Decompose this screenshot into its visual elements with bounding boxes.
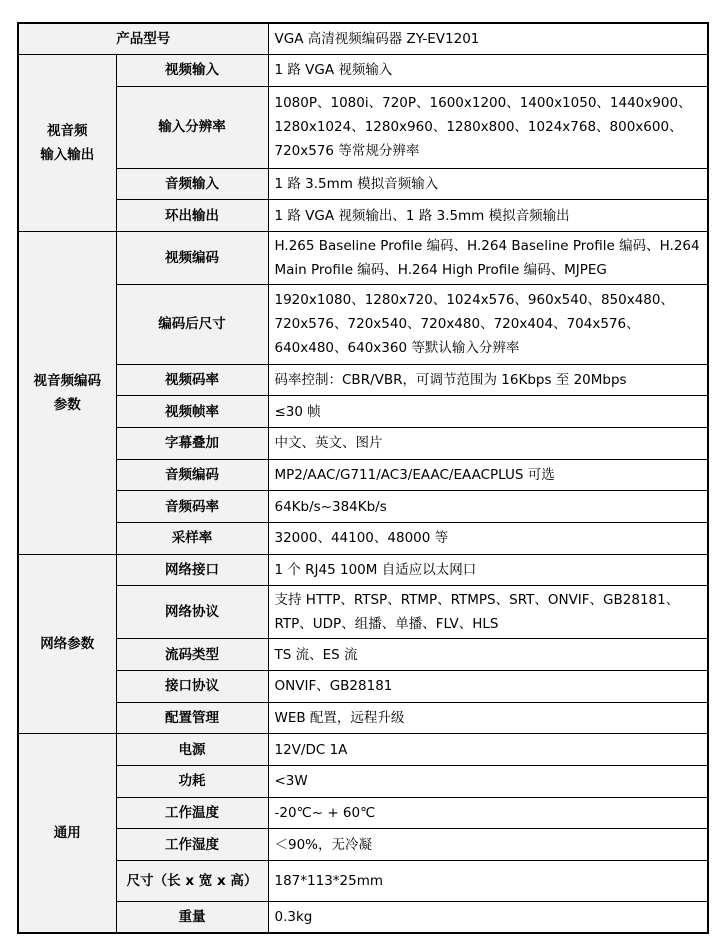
param-label: 流码类型 [116, 639, 268, 671]
param-label: 视频帧率 [116, 396, 268, 428]
param-label: 网络协议 [116, 586, 268, 639]
spec-row [18, 364, 708, 396]
group-label: 视音频 输入输出 [18, 55, 116, 232]
param-value: -20℃~ + 60℃ [268, 797, 708, 829]
param-label: 视频编码 [116, 231, 268, 284]
spec-row [18, 284, 708, 364]
param-value: 0.3kg [268, 901, 708, 933]
param-label: 工作温度 [116, 797, 268, 829]
param-value: <3W [268, 765, 708, 797]
spec-table-body [18, 23, 708, 933]
spec-row [18, 491, 708, 523]
spec-row [18, 55, 708, 87]
spec-row [18, 586, 708, 639]
spec-row [18, 231, 708, 284]
param-value: WEB 配置，远程升级 [268, 702, 708, 734]
param-label: 配置管理 [116, 702, 268, 734]
param-value: 1 路 VGA 视频输出、1 路 3.5mm 模拟音频输出 [268, 200, 708, 232]
spec-row [18, 459, 708, 491]
param-label: 视频码率 [116, 364, 268, 396]
spec-row [18, 639, 708, 671]
spec-row [18, 168, 708, 200]
param-label: 编码后尺寸 [116, 284, 268, 364]
spec-row [18, 901, 708, 933]
group-label: 视音频编码 参数 [18, 231, 116, 554]
spec-row [18, 427, 708, 459]
model-label: 产品型号 [18, 23, 268, 55]
spec-table [17, 22, 709, 934]
param-value: 1080P、1080i、720P、1600x1200、1400x1050、1440x900、1280x1024、1280x960、1280x800、1024x768、800x600、720x576 等常规分辨率 [268, 86, 708, 168]
param-label: 网络接口 [116, 554, 268, 586]
param-value: 码率控制：CBR/VBR，可调节范围为 16Kbps 至 20Mbps [268, 364, 708, 396]
spec-row [18, 765, 708, 797]
param-label: 字幕叠加 [116, 427, 268, 459]
spec-row [18, 702, 708, 734]
param-label: 功耗 [116, 765, 268, 797]
spec-row [18, 670, 708, 702]
group-label: 通用 [18, 734, 116, 933]
param-label: 音频码率 [116, 491, 268, 523]
param-value: 32000、44100、48000 等 [268, 522, 708, 554]
spec-row [18, 86, 708, 168]
param-label: 采样率 [116, 522, 268, 554]
param-value: TS 流、ES 流 [268, 639, 708, 671]
spec-row [18, 829, 708, 861]
param-value: 中文、英文、图片 [268, 427, 708, 459]
param-label: 输入分辨率 [116, 86, 268, 168]
param-label: 尺寸（长 x 宽 x 高） [116, 860, 268, 901]
param-value: ONVIF、GB28181 [268, 670, 708, 702]
spec-row [18, 200, 708, 232]
param-value: MP2/AAC/G711/AC3/EAAC/EAACPLUS 可选 [268, 459, 708, 491]
param-value: 支持 HTTP、RTSP、RTMP、RTMPS、SRT、ONVIF、GB28181、RTP、UDP、组播、单播、FLV、HLS [268, 586, 708, 639]
param-value: 1 路 3.5mm 模拟音频输入 [268, 168, 708, 200]
spec-row [18, 396, 708, 428]
param-label: 重量 [116, 901, 268, 933]
param-label: 音频编码 [116, 459, 268, 491]
param-value: 1920x1080、1280x720、1024x576、960x540、850x480、720x576、720x540、720x480、720x404、704x576、640x480、640x360 等默认输入分辨率 [268, 284, 708, 364]
spec-row [18, 860, 708, 901]
param-value: 12V/DC 1A [268, 734, 708, 766]
model-value: VGA 高清视频编码器 ZY-EV1201 [268, 23, 708, 55]
param-value: 1 路 VGA 视频输入 [268, 55, 708, 87]
spec-row [18, 554, 708, 586]
param-label: 接口协议 [116, 670, 268, 702]
param-label: 工作湿度 [116, 829, 268, 861]
param-value: 1 个 RJ45 100M 自适应以太网口 [268, 554, 708, 586]
param-value: ＜90%，无冷凝 [268, 829, 708, 861]
param-value: 64Kb/s~384Kb/s [268, 491, 708, 523]
group-label: 网络参数 [18, 554, 116, 734]
param-label: 电源 [116, 734, 268, 766]
param-value: H.265 Baseline Profile 编码、H.264 Baseline Profile 编码、H.264 Main Profile 编码、H.264 High Profile 编码、MJPEG [268, 231, 708, 284]
model-row [18, 23, 708, 55]
param-label: 音频输入 [116, 168, 268, 200]
spec-row [18, 734, 708, 766]
param-value: ≤30 帧 [268, 396, 708, 428]
param-label: 环出输出 [116, 200, 268, 232]
spec-row [18, 522, 708, 554]
spec-row [18, 797, 708, 829]
param-label: 视频输入 [116, 55, 268, 87]
param-value: 187*113*25mm [268, 860, 708, 901]
